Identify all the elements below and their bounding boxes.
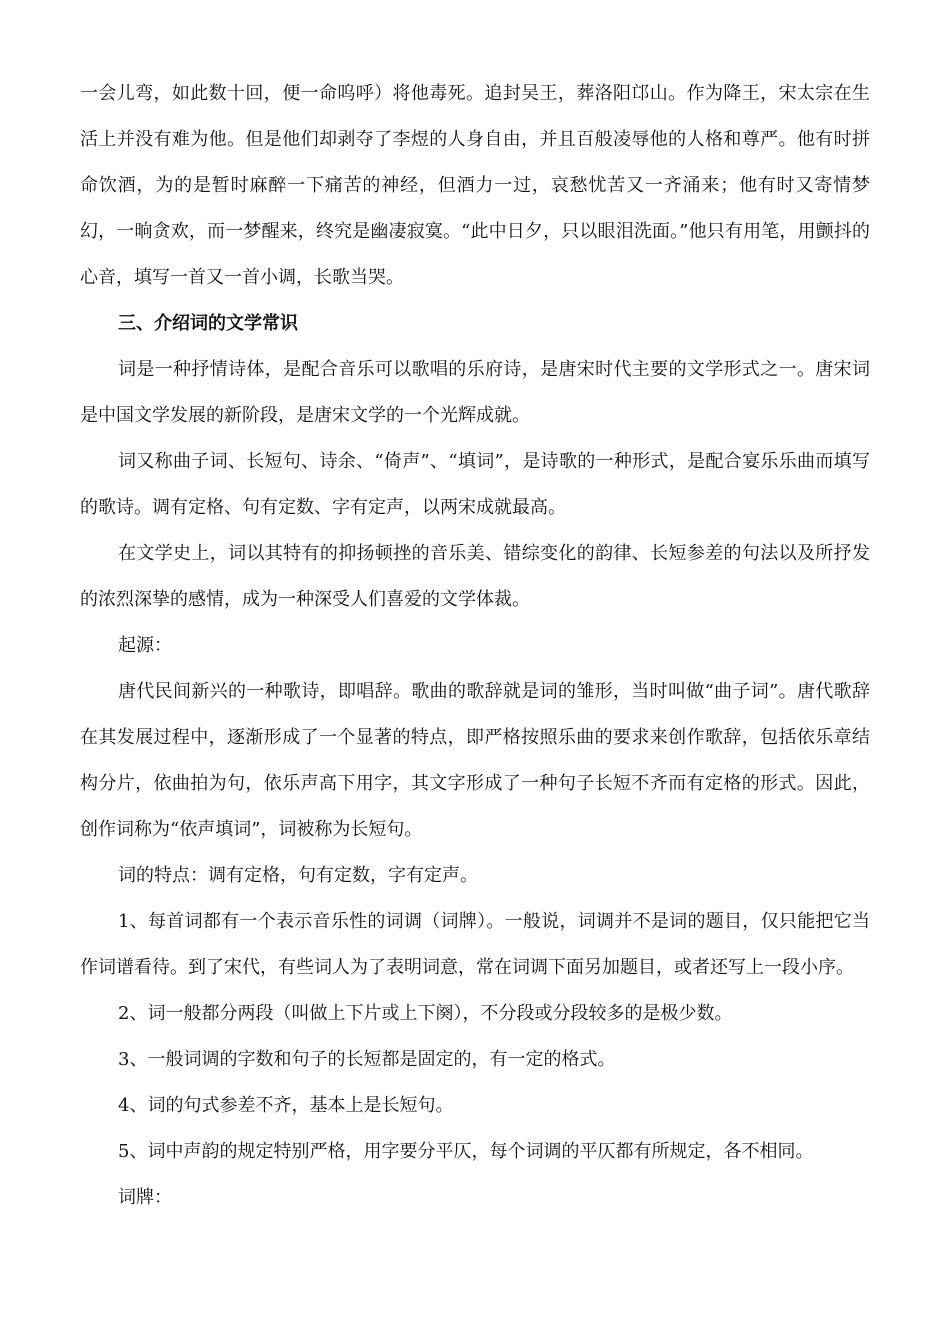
paragraph-ci-names: 词又称曲子词、长短句、诗余、“倚声”、“填词”，是诗歌的一种形式，是配合宴乐乐曲而填写的歌诗。调有定格、句有定数、字有定声，以两宋成就最高。 — [80, 451, 870, 518]
paragraph-literary-history: 在文学史上，词以其特有的抑扬顿挫的音乐美、错综变化的韵律、长短参差的句法以及所抒发的浓烈深挚的感情，成为一种深受人们喜爱的文学体裁。 — [80, 543, 870, 610]
feature-item-3: 3、一般词调的字数和句子的长短都是固定的，有一定的格式。 — [118, 1049, 616, 1070]
section-heading: 三、介绍词的文学常识 — [118, 313, 298, 334]
origin-label: 起源： — [118, 635, 172, 656]
paragraph-li-yu-story: 一会儿弯，如此数十回，便一命呜呼）将他毒死。追封吴王，葬洛阳邙山。作为降王，宋太宗在生活上并没有难为他。但是他们却剥夺了李煜的人身自由，并且百般凌辱他的人格和尊严。他有时拼命饮酒，为的是暂时麻醉一下痛苦的神经，但酒力一过，哀愁忧苦又一齐涌来；他有时又寄情梦幻，一晌贪欢，而一梦醒来，终究是幽凄寂寞。“此中日夕，只以眼泪洗面。”他只有用笔，用颤抖的心音，填写一首又一首小调，长歌当哭。 — [80, 83, 870, 288]
feature-item-4: 4、词的句式参差不齐，基本上是长短句。 — [118, 1095, 454, 1116]
paragraph-origin: 唐代民间新兴的一种歌诗，即唱辞。歌曲的歌辞就是词的雏形，当时叫做“曲子词”。唐代歌辞在其发展过程中，逐渐形成了一个显著的特点，即严格按照乐曲的要求来创作歌辞，包括依乐章结构分片，依曲拍为句，依乐声高下用字，其文字形成了一种句子长短不齐而有定格的形式。因此，创作词称为“依声填词”，词被称为长短句。 — [80, 681, 870, 840]
features-summary: 词的特点：调有定格，句有定数，字有定声。 — [118, 865, 478, 886]
feature-item-1: 1、每首词都有一个表示音乐性的词调（词牌）。一般说，词调并不是词的题目，仅只能把它当作词谱看待。到了宋代，有些词人为了表明词意，常在词调下面另加题目，或者还写上一段小序。 — [80, 911, 870, 978]
feature-item-5: 5、词中声韵的规定特别严格，用字要分平仄，每个词调的平仄都有所规定，各不相同。 — [118, 1141, 814, 1162]
document-page — [80, 71, 870, 1221]
feature-item-2: 2、词一般都分两段（叫做上下片或上下阕），不分段或分段较多的是极少数。 — [118, 1003, 733, 1024]
paragraph-ci-definition: 词是一种抒情诗体，是配合音乐可以歌唱的乐府诗，是唐宋时代主要的文学形式之一。唐宋词是中国文学发展的新阶段，是唐宋文学的一个光辉成就。 — [80, 359, 870, 426]
cipai-label: 词牌： — [118, 1187, 172, 1208]
